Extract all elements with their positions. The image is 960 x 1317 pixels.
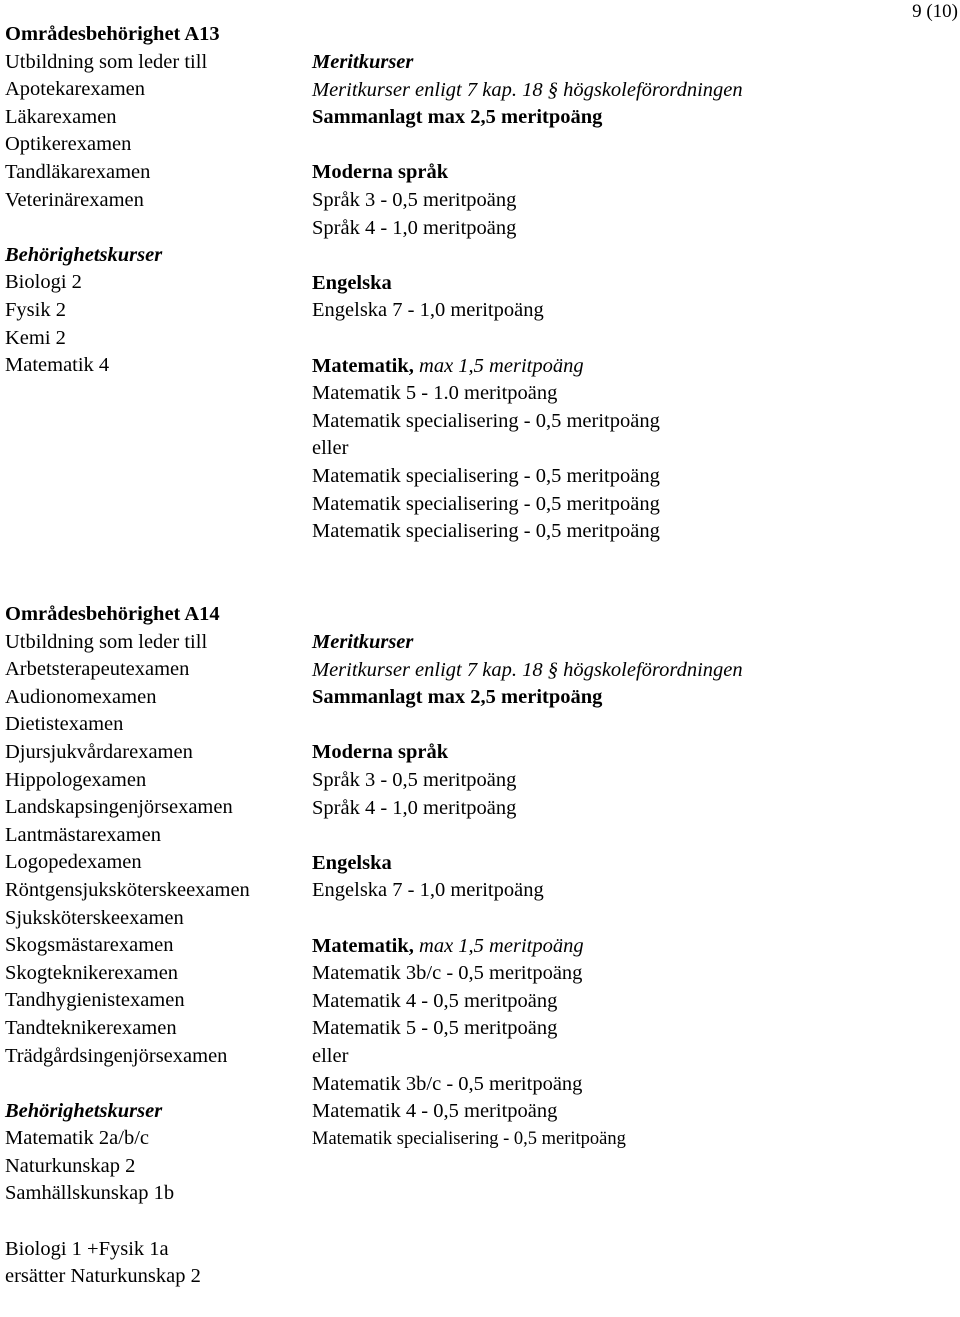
a13-degree: Apotekarexamen — [5, 78, 146, 101]
a14-degree: Hippologexamen — [5, 768, 147, 791]
a13-req-course: Kemi 2 — [5, 326, 66, 349]
a14-merit-total: Sammanlagt max 2,5 meritpoäng — [312, 686, 603, 709]
a13-req-heading: Behörighetskurser — [5, 243, 163, 266]
a13-math-item: Matematik specialisering - 0,5 meritpoäng — [312, 409, 660, 432]
a13-merit-total: Sammanlagt max 2,5 meritpoäng — [312, 106, 603, 129]
a14-note: ersätter Naturkunskap 2 — [5, 1265, 201, 1288]
a14-lang-item: Språk 4 - 1,0 meritpoäng — [312, 796, 517, 819]
a14-eng-heading: Engelska — [312, 851, 392, 874]
a13-right-column — [312, 49, 743, 546]
a14-lang-heading: Moderna språk — [312, 741, 449, 764]
a13-degree: Läkarexamen — [5, 105, 117, 128]
a14-math-item: Matematik 4 - 0,5 meritpoäng — [312, 989, 558, 1012]
a14-degree: Tandhygienistexamen — [5, 989, 185, 1012]
a14-degree: Trädgårdsingenjörsexamen — [5, 1044, 228, 1067]
a14-merit-heading: Meritkurser — [312, 631, 414, 653]
a14-degree: Arbetsterapeutexamen — [5, 658, 190, 681]
a13-math-item: Matematik specialisering - 0,5 meritpoäng — [312, 464, 660, 487]
a14-req-course: Matematik 2a/b/c — [5, 1127, 150, 1150]
a14-math-item: Matematik 4 - 0,5 meritpoäng — [312, 1100, 558, 1123]
a14-degree: Landskapsingenjörsexamen — [5, 796, 233, 819]
a13-math-max: max 1,5 meritpoäng — [419, 354, 584, 377]
a13-title: Områdesbehörighet A13 — [5, 23, 220, 45]
a14-math-item: Matematik 5 - 0,5 meritpoäng — [312, 1017, 558, 1040]
a13-math-item: Matematik specialisering - 0,5 meritpoäng — [312, 520, 660, 543]
a14-math-item: Matematik 3b/c - 0,5 meritpoäng — [312, 1072, 583, 1095]
a14-degree: Lantmästarexamen — [5, 823, 161, 846]
a13-math-item: eller — [312, 437, 349, 460]
a14-math-heading: Matematik, — [312, 934, 414, 957]
a14-req-course: Samhällskunskap 1b — [5, 1182, 175, 1205]
a14-intro: Utbildning som leder till — [5, 630, 208, 653]
a13-math-item: Matematik specialisering - 0,5 meritpoäng — [312, 492, 660, 515]
a13-intro: Utbildning som leder till — [5, 50, 208, 73]
a14-degree: Djursjukvårdarexamen — [5, 740, 193, 763]
a14-lang-item: Språk 3 - 0,5 meritpoäng — [312, 768, 517, 791]
page-number: 9 (10) — [912, 1, 958, 22]
a14-degree: Tandteknikerexamen — [5, 1016, 177, 1039]
a13-math-heading-line — [312, 353, 743, 381]
a13-merit-rule: Meritkurser enligt 7 kap. 18 § högskoleförordningen — [312, 78, 743, 101]
a13-degree: Tandläkarexamen — [5, 160, 151, 183]
a14-degree: Skogsmästarexamen — [5, 934, 174, 957]
a13-req-course: Matematik 4 — [5, 354, 110, 377]
a14-left-column — [5, 601, 250, 1291]
a14-degree: Audionomexamen — [5, 685, 157, 708]
a13-degree: Optikerexamen — [5, 133, 132, 156]
a14-degree: Dietistexamen — [5, 713, 124, 736]
a14-math-heading-line — [312, 933, 743, 961]
a14-math-max: max 1,5 meritpoäng — [419, 934, 584, 957]
a14-math-item: Matematik 3b/c - 0,5 meritpoäng — [312, 962, 583, 985]
a14-req-heading: Behörighetskurser — [5, 1099, 163, 1122]
a13-req-course: Biologi 2 — [5, 271, 82, 294]
a13-eng-item: Engelska 7 - 1,0 meritpoäng — [312, 299, 544, 322]
a14-eng-item: Engelska 7 - 1,0 meritpoäng — [312, 879, 544, 902]
a13-degree: Veterinärexamen — [5, 188, 144, 211]
a13-eng-heading: Engelska — [312, 271, 392, 294]
a14-math-item: eller — [312, 1044, 349, 1067]
a14-math-item: Matematik specialisering - 0,5 meritpoäng — [312, 1128, 626, 1149]
a14-note: Biologi 1 +Fysik 1a — [5, 1237, 169, 1260]
a13-lang-item: Språk 4 - 1,0 meritpoäng — [312, 216, 517, 239]
a14-req-course: Naturkunskap 2 — [5, 1154, 136, 1177]
a14-merit-rule: Meritkurser enligt 7 kap. 18 § högskoleförordningen — [312, 658, 743, 681]
a13-merit-heading: Meritkurser — [312, 51, 414, 73]
a13-math-heading: Matematik, — [312, 354, 414, 377]
a13-math-item: Matematik 5 - 1.0 meritpoäng — [312, 382, 558, 405]
a13-req-course: Fysik 2 — [5, 298, 66, 321]
a13-lang-item: Språk 3 - 0,5 meritpoäng — [312, 188, 517, 211]
a13-lang-heading: Moderna språk — [312, 161, 449, 184]
a14-title: Områdesbehörighet A14 — [5, 603, 220, 625]
a14-degree: Skogteknikerexamen — [5, 961, 179, 984]
a14-right-column — [312, 629, 743, 1153]
a14-degree: Sjuksköterskeexamen — [5, 906, 184, 929]
a14-degree: Logopedexamen — [5, 851, 142, 874]
a14-degree: Röntgensjuksköterskeexamen — [5, 878, 250, 901]
a13-left-column — [5, 21, 220, 380]
